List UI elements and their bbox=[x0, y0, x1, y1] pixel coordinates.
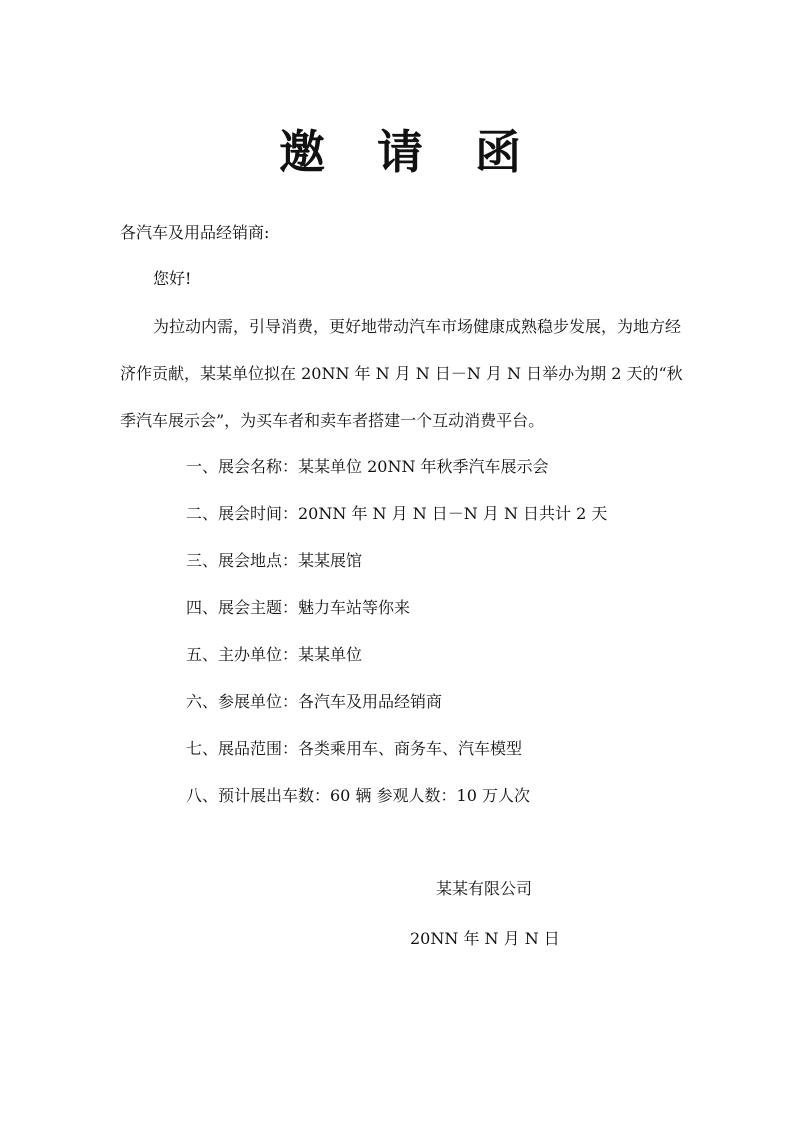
salutation: 各汽车及用品经销商: bbox=[120, 223, 270, 242]
greeting: 您好! bbox=[153, 269, 192, 288]
event-details-list bbox=[186, 456, 607, 832]
list-item-exhibition-time: 二、展会时间：20NN 年 N 月 N 日－N 月 N 日共计 2 天 bbox=[186, 504, 608, 523]
list-item-organizer: 五、主办单位：某某单位 bbox=[186, 645, 363, 664]
list-item-exhibition-name: 一、展会名称：某某单位 20NN 年秋季汽车展示会 bbox=[186, 457, 549, 476]
signature-company: 某某有限公司 bbox=[436, 879, 533, 898]
page-title: 邀 请 函 bbox=[278, 125, 540, 179]
list-item-exhibition-venue: 三、展会地点：某某展馆 bbox=[186, 551, 363, 570]
body-line-1: 为拉动内需，引导消费，更好地带动汽车市场健康成熟稳步发展，为地方经 bbox=[153, 317, 682, 336]
list-item-exhibit-range: 七、展品范围：各类乘用车、商务车、汽车模型 bbox=[186, 739, 523, 758]
list-item-expected-numbers: 八、预计展出车数：60 辆 参观人数：10 万人次 bbox=[186, 786, 530, 805]
list-item-exhibitors: 六、参展单位：各汽车及用品经销商 bbox=[186, 692, 443, 711]
body-line-3: 季汽车展示会”，为买车者和卖车者搭建一个互动消费平台。 bbox=[120, 411, 545, 430]
signature-date: 20NN 年 N 月 N 日 bbox=[410, 929, 560, 948]
body-line-2: 济作贡献，某某单位拟在 20NN 年 N 月 N 日－N 月 N 日举办为期 2 天的“秋 bbox=[120, 364, 683, 383]
list-item-exhibition-theme: 四、展会主题：魅力车站等你来 bbox=[186, 598, 411, 617]
